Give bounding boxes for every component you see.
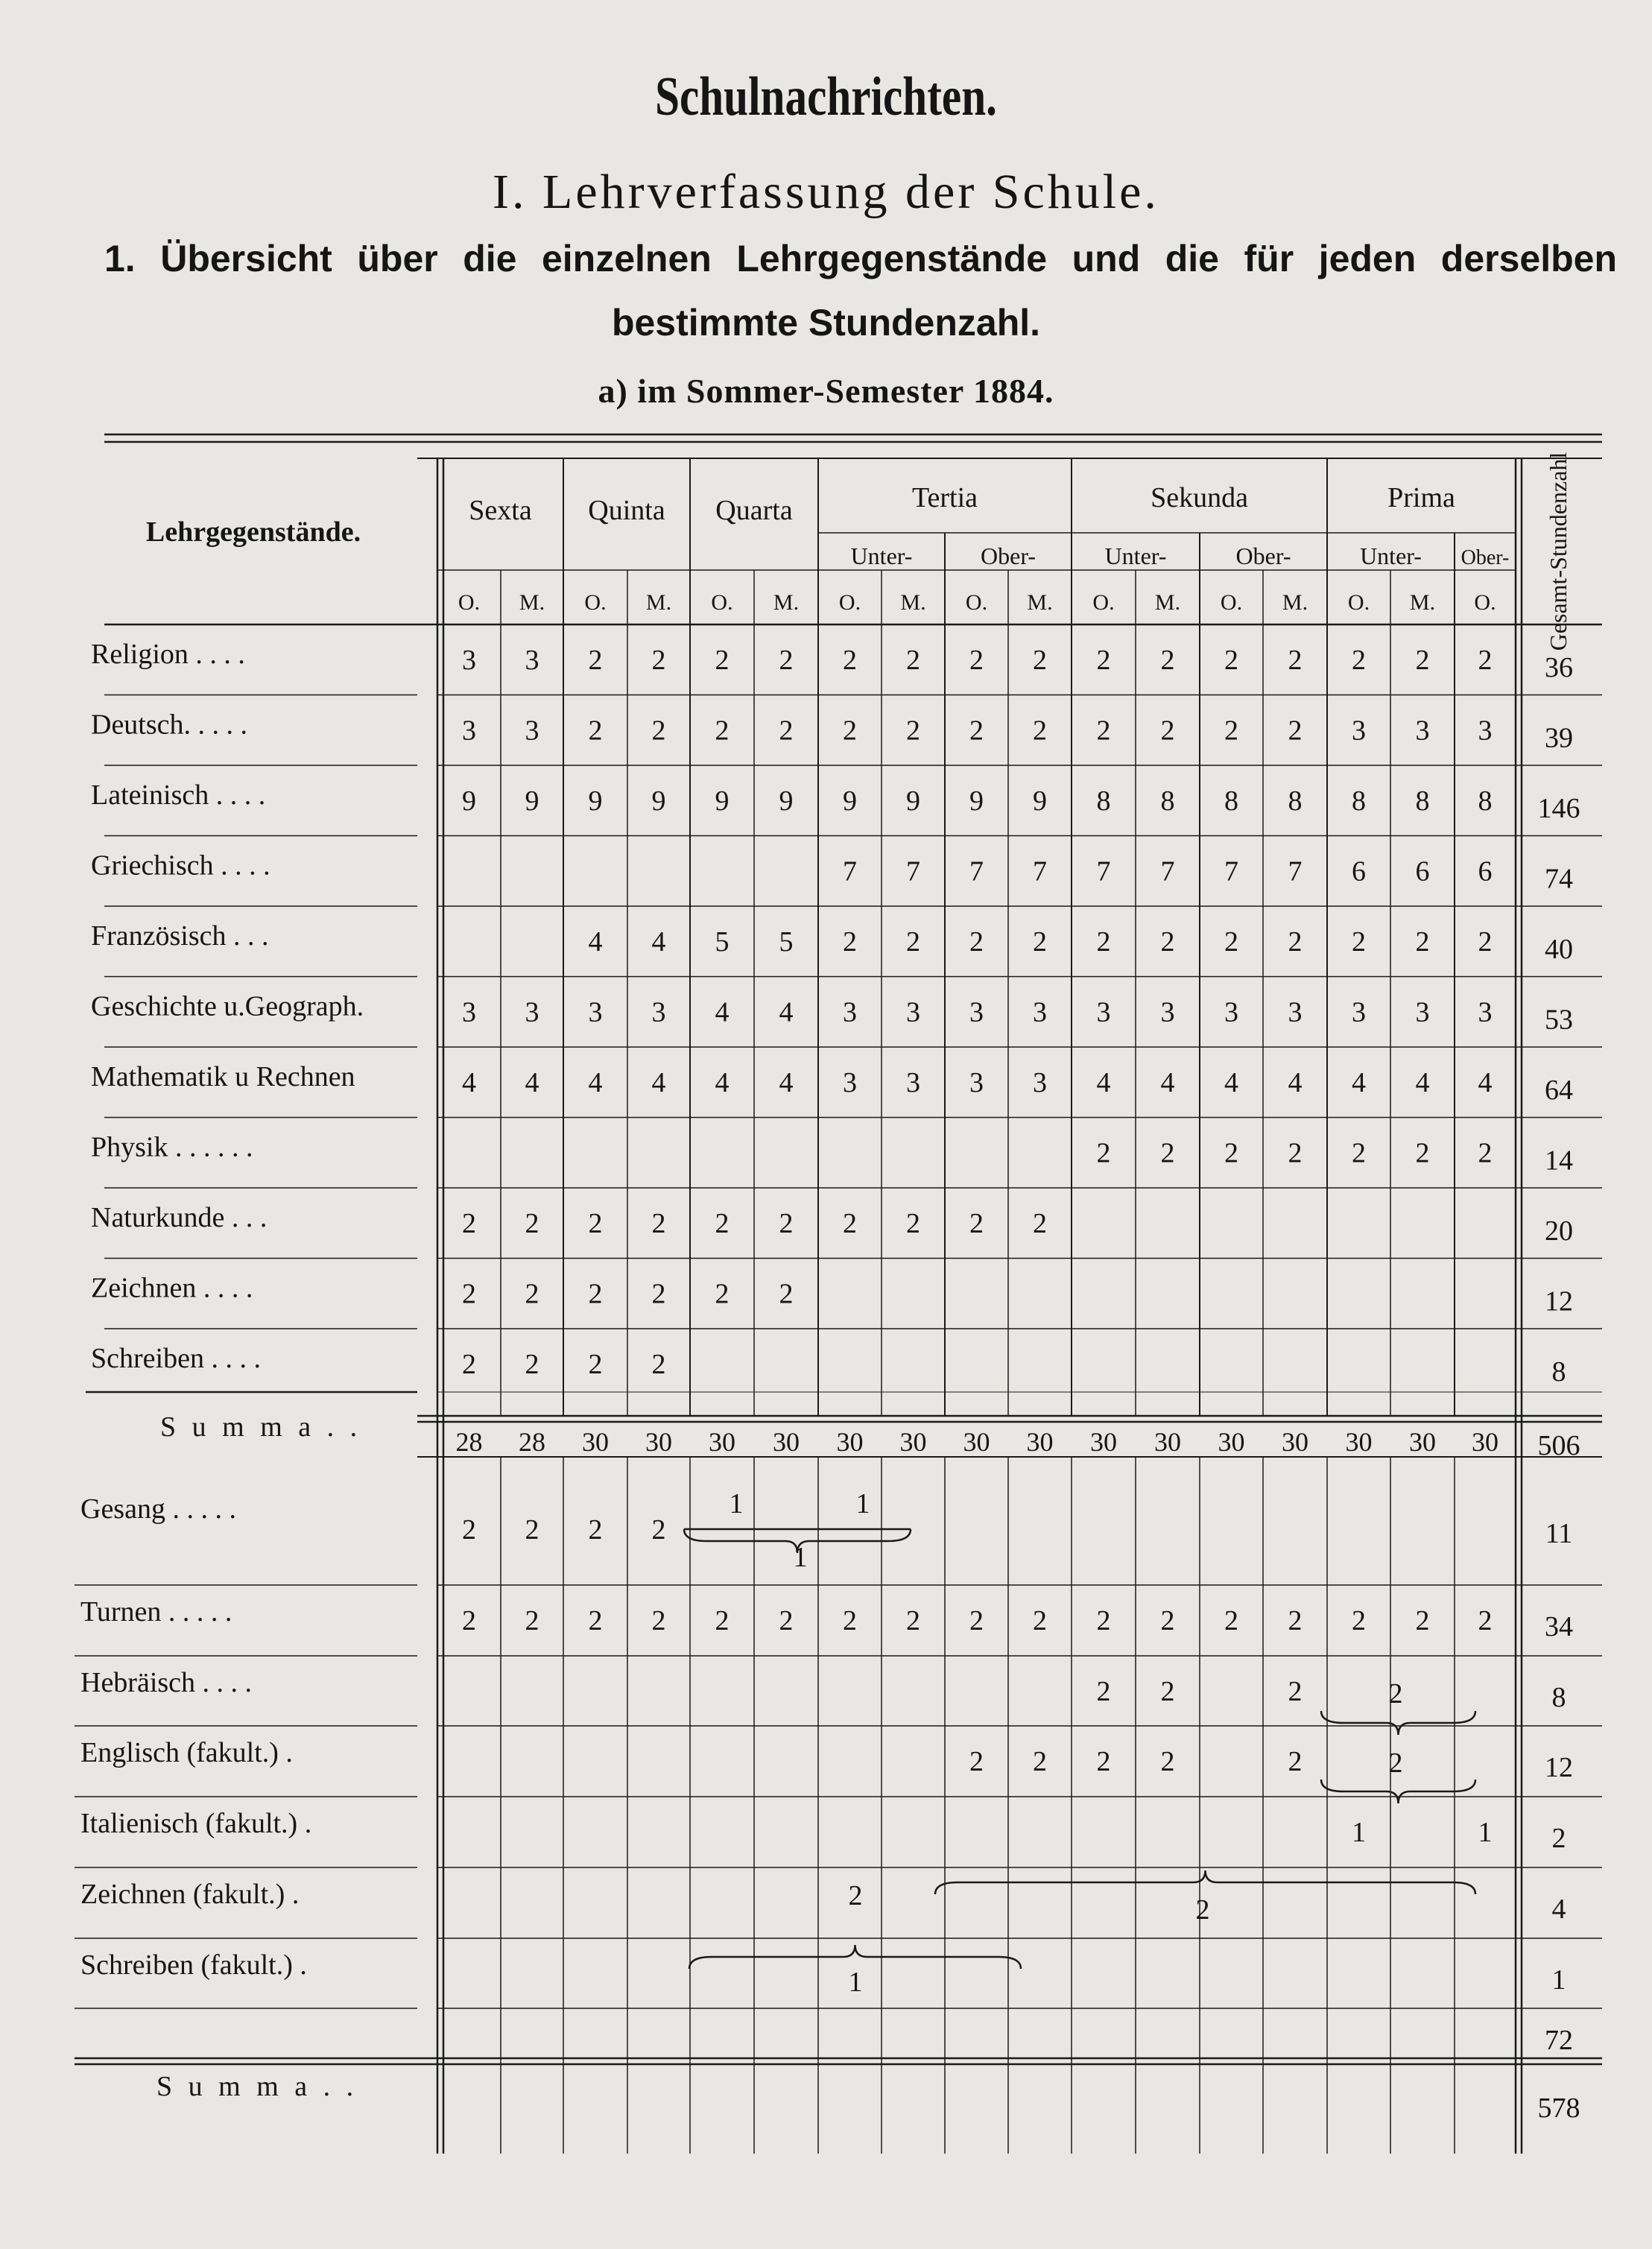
cell-value: 2 — [1160, 645, 1175, 676]
column-header: O. — [838, 590, 861, 615]
column-header: O. — [965, 590, 988, 615]
cell-value: 4 — [651, 1067, 666, 1098]
subject-label: Französisch . . . — [91, 920, 269, 952]
subtitle-line-1: 1. Übersicht über die einzelnen Lehrgegenstände und die für jeden derselben — [104, 238, 1617, 279]
subject-label: Schreiben . . . . — [91, 1343, 261, 1374]
cell-value: 2 — [1033, 715, 1047, 747]
class-header: Sexta — [469, 495, 532, 526]
cell-value: 2 — [906, 1208, 920, 1239]
cell-value: 4 — [779, 1067, 794, 1098]
cell-value: 3 — [1415, 715, 1430, 747]
cell-value: 7 — [843, 855, 857, 888]
cell-value: 9 — [462, 785, 476, 817]
cell-value: 2 — [462, 1349, 476, 1380]
cell-value: 8 — [1096, 785, 1111, 817]
cell-value: 6 — [1415, 855, 1430, 888]
subject-label: Griechisch . . . . — [91, 850, 270, 882]
cell-value: 2 — [651, 1349, 666, 1380]
cell-value: 2 — [1224, 1137, 1238, 1169]
row-total: 36 — [1545, 652, 1573, 683]
cell-value: 2 — [779, 645, 794, 676]
cell-value: 3 — [1160, 996, 1175, 1028]
cell-value: 3 — [525, 996, 539, 1028]
cell-value: 2 — [1160, 1605, 1175, 1636]
row-total: 34 — [1545, 1611, 1573, 1642]
cell-value: 4 — [1096, 1067, 1111, 1098]
cell-value: 2 — [1288, 645, 1303, 676]
summa-value: 30 — [1282, 1427, 1308, 1457]
class-header: Quinta — [588, 495, 665, 526]
total-header: Gesamt-Stundenzahl — [1545, 452, 1572, 651]
cell-value: 2 — [906, 715, 920, 747]
column-header: O. — [711, 590, 733, 615]
grouped-value: 1 — [729, 1488, 744, 1519]
column-header: M. — [645, 590, 672, 615]
subject-label: Geschichte u.Geograph. — [91, 990, 364, 1022]
cell-value: 2 — [1224, 715, 1238, 747]
cell-value: 2 — [1224, 926, 1238, 958]
cell-value: 2 — [1033, 926, 1047, 958]
cell-value: 2 — [715, 1278, 730, 1310]
semester-heading: a) im Sommer-Semester 1884. — [598, 372, 1054, 410]
summa-total: 506 — [1537, 1430, 1580, 1461]
cell-value: 4 — [588, 1067, 603, 1098]
cell-value: 2 — [1033, 645, 1047, 676]
column-header: M. — [1027, 590, 1053, 615]
cell-value: 2 — [1415, 1605, 1430, 1636]
cell-value: 8 — [1352, 785, 1366, 817]
cell-value: 2 — [525, 1349, 539, 1380]
cell-value: 2 — [651, 1278, 666, 1310]
brace — [1321, 1711, 1475, 1735]
cell-value: 3 — [1096, 996, 1111, 1028]
cell-value: 2 — [779, 715, 794, 747]
summa-value: 30 — [899, 1427, 927, 1457]
summa-value: 30 — [1345, 1427, 1373, 1457]
cell-value: 6 — [1478, 855, 1493, 888]
row-total: 12 — [1545, 1752, 1573, 1783]
cell-value: 2 — [462, 1514, 476, 1546]
subject-label: Mathematik u Rechnen — [91, 1061, 355, 1092]
subject-header: Lehrgegenstände. — [145, 516, 361, 548]
cell-value: 2 — [462, 1278, 476, 1310]
subject-label: Englisch (fakult.) . — [80, 1737, 293, 1768]
cell-value: 2 — [906, 1605, 920, 1636]
row-total: 20 — [1545, 1215, 1573, 1247]
summa-value: 28 — [519, 1427, 545, 1457]
summa-total: 578 — [1537, 2093, 1580, 2124]
cell-value: 2 — [1224, 645, 1238, 676]
cell-value: 2 — [1160, 1137, 1175, 1169]
cell-value: 3 — [1224, 996, 1238, 1028]
column-header: M. — [1282, 590, 1308, 615]
class-header: Prima — [1387, 482, 1455, 513]
cell-value: 2 — [588, 645, 603, 676]
column-header: M. — [1154, 590, 1181, 615]
cell-value: 2 — [1288, 1137, 1303, 1169]
cell-value: 4 — [1160, 1067, 1175, 1098]
cell-value: 3 — [588, 996, 603, 1028]
cell-value: 2 — [1160, 1676, 1175, 1707]
cell-value: 2 — [969, 926, 984, 958]
cell-value: 3 — [462, 715, 476, 747]
cell-value: 2 — [588, 1514, 603, 1546]
cell-value: 1 — [1352, 1817, 1366, 1848]
cell-value: 2 — [588, 1605, 603, 1636]
row-total: 40 — [1545, 934, 1573, 965]
cell-value: 3 — [969, 996, 984, 1028]
cell-value: 7 — [1224, 855, 1238, 888]
cell-value: 2 — [843, 926, 857, 958]
cell-value: 2 — [1478, 1137, 1493, 1169]
summa-value: 30 — [1090, 1427, 1117, 1457]
cell-value: 4 — [588, 926, 603, 958]
subject-label: Lateinisch . . . . — [91, 779, 266, 811]
cell-value: 3 — [1033, 1067, 1047, 1098]
summa-value: 30 — [1154, 1427, 1181, 1457]
cell-value: 2 — [525, 1278, 539, 1310]
cell-value: 4 — [1352, 1067, 1366, 1098]
summa-label: S u m m a . . — [160, 1411, 362, 1443]
grouped-value: 2 — [1195, 1894, 1210, 1926]
cell-value: 2 — [525, 1208, 539, 1239]
cell-value: 8 — [1160, 785, 1175, 817]
cell-value: 2 — [969, 645, 984, 676]
cell-value: 9 — [969, 785, 984, 817]
row-total: 2 — [1551, 1823, 1566, 1854]
summa-value: 30 — [1026, 1427, 1054, 1457]
row-total: 11 — [1545, 1518, 1573, 1549]
cell-value: 3 — [906, 1067, 920, 1098]
subgroup-header: Unter- — [1360, 543, 1422, 569]
cell-value: 9 — [1033, 785, 1047, 817]
cell-value: 4 — [462, 1067, 476, 1098]
cell-value: 2 — [1033, 1605, 1047, 1636]
brace — [935, 1870, 1475, 1894]
cell-value: 2 — [1415, 1137, 1430, 1169]
class-header: Sekunda — [1151, 482, 1248, 513]
cell-value: 2 — [969, 1605, 984, 1636]
summa-value: 30 — [1218, 1427, 1245, 1457]
cell-value: 4 — [1288, 1067, 1303, 1098]
summa-value: 30 — [645, 1427, 672, 1457]
subject-label: Zeichnen (fakult.) . — [80, 1879, 300, 1910]
cell-value: 4 — [779, 996, 794, 1028]
column-header: O. — [1347, 590, 1370, 615]
summa-label: S u m m a . . — [156, 2071, 358, 2102]
summa-value: 30 — [582, 1427, 609, 1457]
cell-value: 4 — [651, 926, 666, 958]
cell-value: 2 — [843, 715, 857, 747]
cell-value: 2 — [525, 1514, 539, 1546]
cell-value: 4 — [715, 996, 730, 1028]
cell-value: 2 — [1096, 1676, 1111, 1707]
column-header: M. — [519, 590, 545, 615]
cell-value: 7 — [1033, 855, 1047, 888]
cell-value: 2 — [715, 1605, 730, 1636]
row-total: 64 — [1545, 1075, 1573, 1106]
cell-value: 2 — [651, 715, 666, 747]
class-header: Tertia — [911, 482, 978, 513]
column-header: O. — [1474, 590, 1496, 615]
cell-value: 7 — [1288, 855, 1303, 888]
summa-value: 30 — [709, 1427, 735, 1457]
grouped-value: 2 — [848, 1880, 863, 1911]
section-title: I. Lehrverfassung der Schule. — [493, 165, 1159, 219]
row-total: 53 — [1545, 1004, 1573, 1036]
cell-value: 2 — [1352, 645, 1366, 676]
row-total: 4 — [1551, 1894, 1566, 1925]
row-total: 1 — [1551, 1964, 1566, 1996]
cell-value: 2 — [779, 1605, 794, 1636]
cell-value: 2 — [1096, 645, 1111, 676]
cell-value: 2 — [1160, 715, 1175, 747]
cell-value: 2 — [1096, 926, 1111, 958]
cell-value: 2 — [1033, 1208, 1047, 1239]
summa-value: 28 — [455, 1427, 483, 1457]
row-total: 8 — [1551, 1682, 1566, 1713]
cell-value: 9 — [525, 785, 539, 817]
column-header: O. — [1220, 590, 1243, 615]
column-header: M. — [773, 590, 800, 615]
cell-value: 2 — [1288, 1605, 1303, 1636]
cell-value: 2 — [1352, 1137, 1366, 1169]
cell-value: 3 — [525, 645, 539, 676]
cell-value: 2 — [843, 1605, 857, 1636]
column-header: M. — [900, 590, 926, 615]
cell-value: 2 — [906, 926, 920, 958]
cell-value: 2 — [588, 1278, 603, 1310]
column-header: M. — [1409, 590, 1436, 615]
brace — [689, 1945, 1021, 1969]
cell-value: 2 — [715, 1208, 730, 1239]
column-header: O. — [458, 590, 481, 615]
cell-value: 3 — [1478, 996, 1493, 1028]
cell-value: 2 — [1160, 926, 1175, 958]
brace — [1321, 1780, 1475, 1803]
summa-value: 30 — [1409, 1427, 1436, 1457]
cell-value: 7 — [1160, 855, 1175, 888]
subject-label: Physik . . . . . . — [91, 1131, 253, 1163]
cell-value: 2 — [843, 645, 857, 676]
cell-value: 3 — [651, 996, 666, 1028]
cell-value: 5 — [715, 926, 730, 958]
page-title: Schulnachrichten. — [655, 66, 997, 127]
cell-value: 2 — [1288, 1676, 1303, 1707]
cell-value: 2 — [651, 1514, 666, 1546]
cell-value: 2 — [843, 1208, 857, 1239]
cell-value: 4 — [1224, 1067, 1238, 1098]
cell-value: 2 — [1415, 926, 1430, 958]
cell-value: 2 — [1478, 926, 1493, 958]
cell-value: 8 — [1478, 785, 1493, 817]
cell-value: 2 — [1096, 1605, 1111, 1636]
row-total: 39 — [1545, 722, 1573, 754]
subject-label: Religion . . . . — [91, 639, 245, 670]
subject-label: Naturkunde . . . — [91, 1202, 268, 1233]
grouped-value: 1 — [848, 1967, 863, 1998]
cell-value: 3 — [906, 996, 920, 1028]
cell-value: 3 — [1478, 715, 1493, 747]
subject-label: Zeichnen . . . . — [91, 1272, 253, 1304]
summa-value: 30 — [773, 1427, 800, 1457]
cell-value: 9 — [588, 785, 603, 817]
cell-value: 2 — [1096, 715, 1111, 747]
row-total: 74 — [1545, 863, 1573, 895]
cell-value: 2 — [1033, 1746, 1047, 1777]
summa-value: 30 — [963, 1427, 990, 1457]
cell-value: 1 — [1478, 1817, 1493, 1848]
cell-value: 3 — [1352, 715, 1366, 747]
cell-value: 2 — [1352, 1605, 1366, 1636]
cell-value: 3 — [525, 715, 539, 747]
subject-label: Gesang . . . . . — [80, 1493, 236, 1525]
cell-value: 2 — [969, 1746, 984, 1777]
cell-value: 2 — [715, 645, 730, 676]
cell-value: 9 — [651, 785, 666, 817]
cell-value: 2 — [588, 1208, 603, 1239]
cell-value: 7 — [969, 855, 984, 888]
cell-value: 2 — [1478, 645, 1493, 676]
cell-value: 2 — [1415, 645, 1430, 676]
cell-value: 2 — [525, 1605, 539, 1636]
grouped-value: 2 — [1388, 1747, 1403, 1779]
cell-value: 7 — [1096, 855, 1111, 888]
subject-label: Italienisch (fakult.) . — [80, 1808, 312, 1839]
subgroup-header: Ober- — [1460, 546, 1510, 569]
cell-value: 2 — [906, 645, 920, 676]
subject-label: Turnen . . . . . — [80, 1596, 232, 1628]
cell-value: 3 — [843, 996, 857, 1028]
cell-value: 3 — [1352, 996, 1366, 1028]
cell-value: 4 — [715, 1067, 730, 1098]
cell-value: 9 — [843, 785, 857, 817]
cell-value: 3 — [1033, 996, 1047, 1028]
cell-value: 3 — [1415, 996, 1430, 1028]
subject-label: Schreiben (fakult.) . — [80, 1949, 307, 1981]
cell-value: 2 — [779, 1278, 794, 1310]
cell-value: 2 — [969, 715, 984, 747]
cell-value: 2 — [651, 645, 666, 676]
cell-value: 9 — [779, 785, 794, 817]
cell-value: 2 — [969, 1208, 984, 1239]
cell-value: 6 — [1352, 855, 1366, 888]
summa-value: 30 — [1472, 1427, 1498, 1457]
cell-value: 3 — [843, 1067, 857, 1098]
column-header: O. — [1092, 590, 1115, 615]
grouped-value: 1 — [793, 1542, 808, 1573]
subgroup-header: Unter- — [1104, 543, 1167, 569]
cell-value: 4 — [1478, 1067, 1493, 1098]
cell-value: 8 — [1415, 785, 1430, 817]
cell-value: 2 — [1352, 926, 1366, 958]
class-header: Quarta — [715, 495, 793, 526]
row-total: 8 — [1551, 1356, 1566, 1388]
subtitle-line-2: bestimmte Stundenzahl. — [611, 302, 1041, 344]
cell-value: 2 — [1288, 926, 1303, 958]
cell-value: 3 — [462, 645, 476, 676]
subgroup-header: Ober- — [1235, 543, 1291, 569]
subgroup-header: Unter- — [850, 543, 913, 569]
cell-value: 2 — [1160, 1746, 1175, 1777]
cell-value: 2 — [588, 1349, 603, 1380]
row-total: 14 — [1545, 1145, 1573, 1177]
cell-value: 2 — [1478, 1605, 1493, 1636]
cell-value: 2 — [1288, 715, 1303, 747]
cell-value: 2 — [1096, 1137, 1111, 1169]
cell-value: 2 — [1096, 1746, 1111, 1777]
cell-value: 3 — [969, 1067, 984, 1098]
subject-label: Deutsch. . . . . — [91, 709, 248, 741]
cell-value: 2 — [651, 1605, 666, 1636]
cell-value: 4 — [525, 1067, 539, 1098]
grouped-value: 2 — [1388, 1678, 1403, 1709]
subtotal-value: 72 — [1545, 2025, 1573, 2056]
cell-value: 3 — [462, 996, 476, 1028]
summa-value: 30 — [836, 1427, 864, 1457]
cell-value: 2 — [588, 715, 603, 747]
row-total: 146 — [1537, 793, 1580, 824]
cell-value: 2 — [779, 1208, 794, 1239]
cell-value: 8 — [1224, 785, 1238, 817]
cell-value: 2 — [1224, 1605, 1238, 1636]
cell-value: 2 — [462, 1208, 476, 1239]
cell-value: 2 — [651, 1208, 666, 1239]
cell-value: 5 — [779, 926, 794, 958]
cell-value: 9 — [715, 785, 730, 817]
grouped-value: 1 — [855, 1488, 870, 1519]
cell-value: 2 — [462, 1605, 476, 1636]
subject-label: Hebräisch . . . . — [80, 1667, 253, 1698]
subgroup-header: Ober- — [981, 543, 1036, 569]
cell-value: 3 — [1288, 996, 1303, 1028]
cell-value: 2 — [715, 715, 730, 747]
cell-value: 9 — [906, 785, 920, 817]
cell-value: 4 — [1415, 1067, 1430, 1098]
cell-value: 7 — [906, 855, 920, 888]
cell-value: 8 — [1288, 785, 1303, 817]
column-header: O. — [584, 590, 607, 615]
row-total: 12 — [1545, 1285, 1573, 1318]
cell-value: 2 — [1288, 1746, 1303, 1777]
